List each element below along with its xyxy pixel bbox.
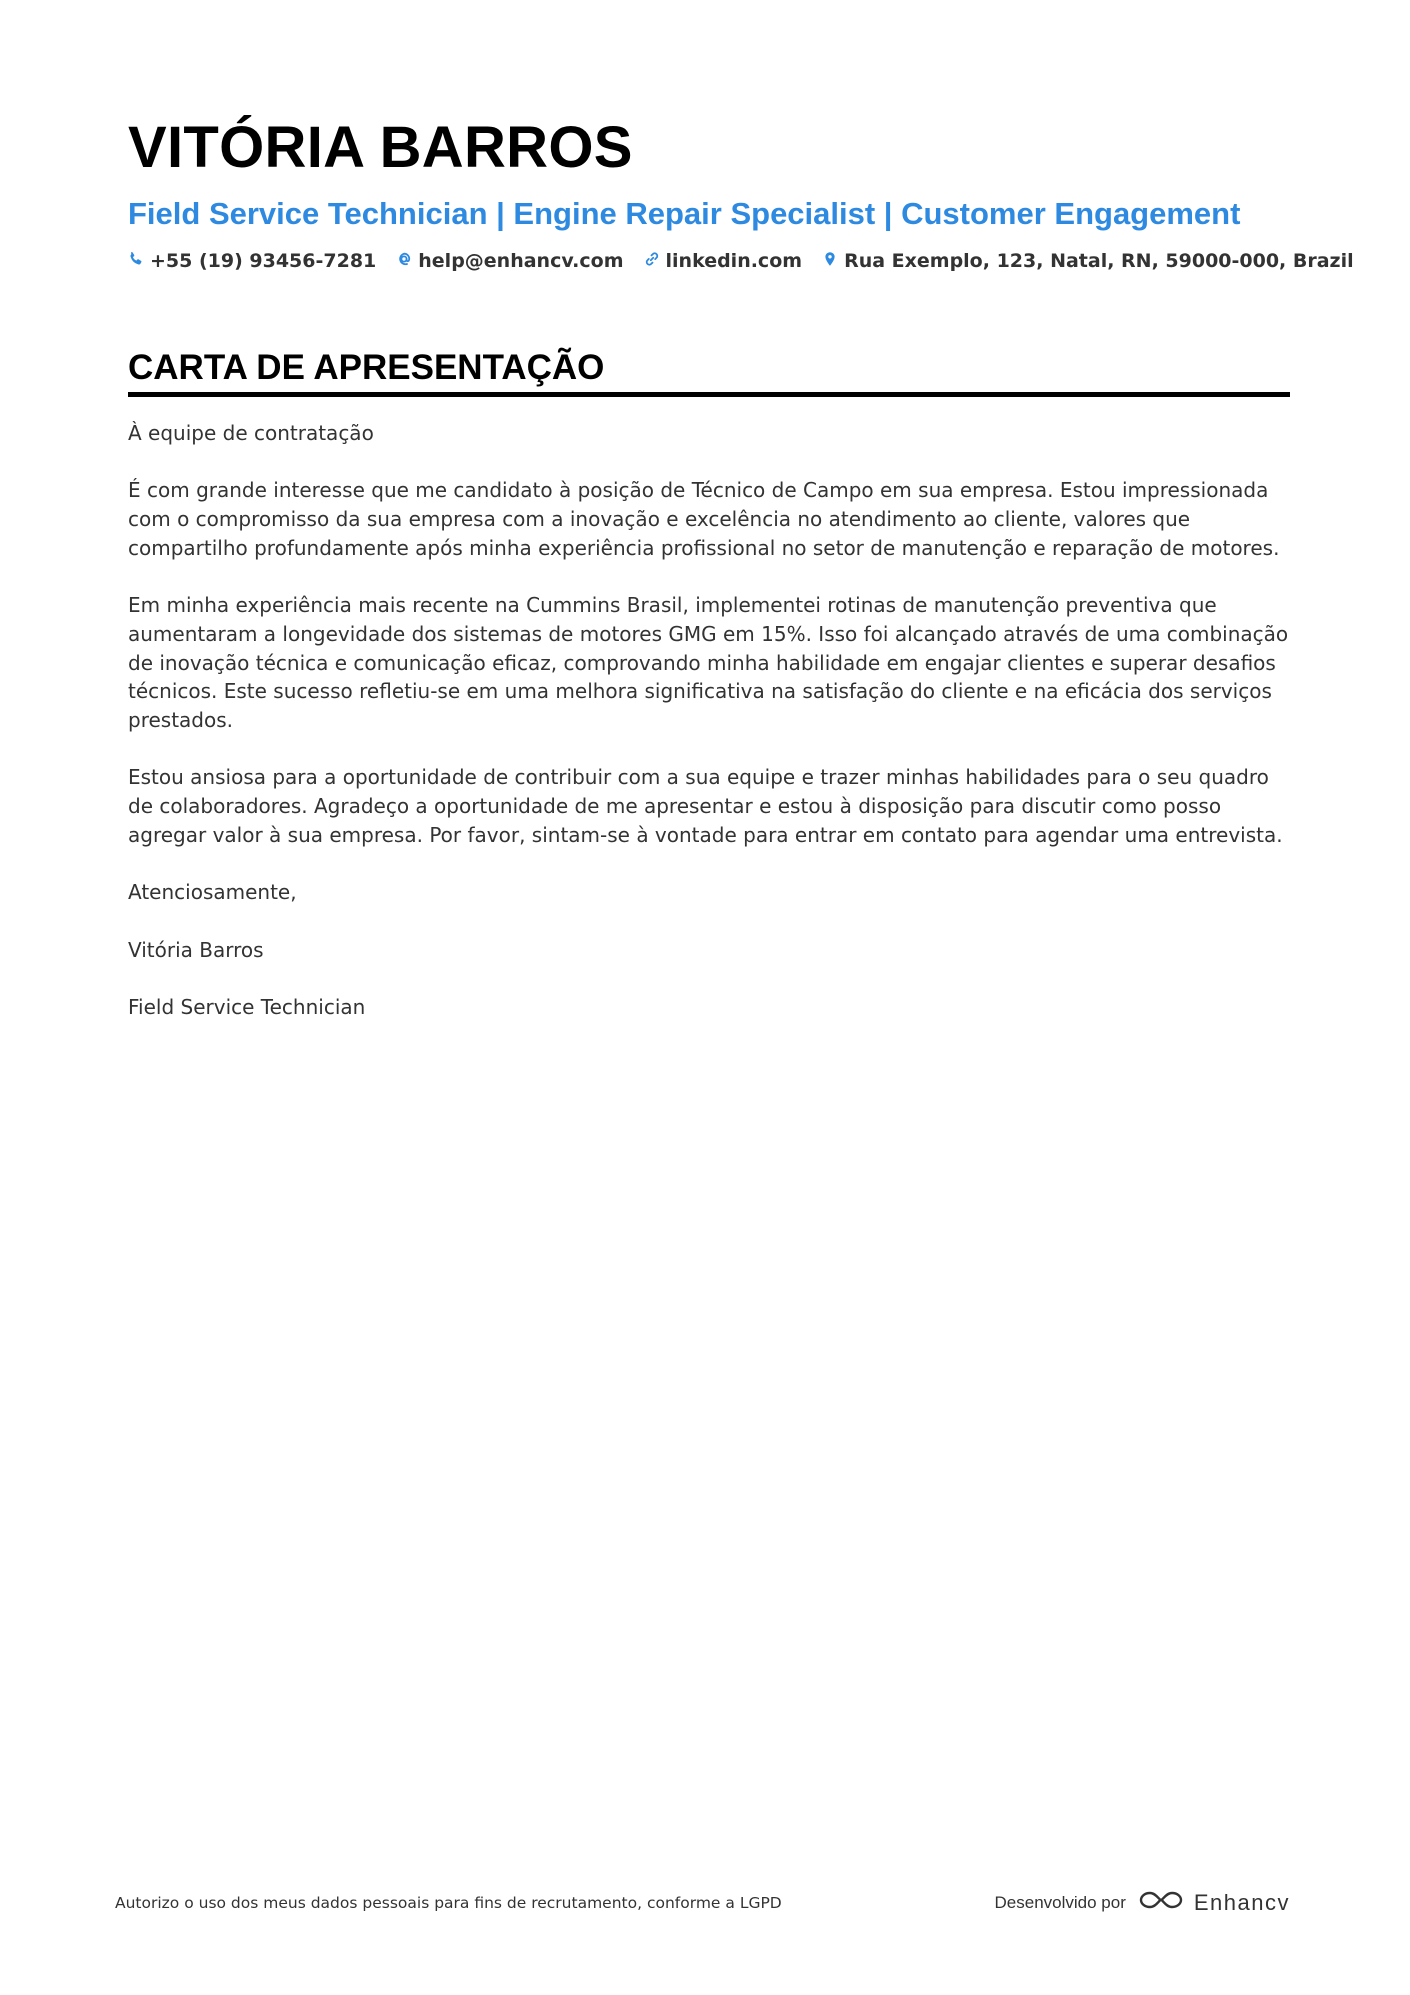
contact-address xyxy=(822,250,1354,272)
paragraph-intro: É com grande interesse que me candidato à posição de Técnico de Campo em sua empresa. Estou impressionada com o compromisso da sua empresa com a inovação e excelência no atendimento ao cliente, valores que compartilho profundamente após minha experiência profissional no setor de manutenção e reparação de motores. xyxy=(128,478,1280,560)
consent-note: Autorizo o uso dos meus dados pessoais para fins de recrutamento, conforme a LGPD xyxy=(115,1893,782,1912)
closing: Atenciosamente, xyxy=(128,880,297,905)
headline: Field Service Technician | Engine Repair Specialist | Customer Engagement xyxy=(128,196,1241,231)
link-icon xyxy=(644,250,660,272)
signature-title: Field Service Technician xyxy=(128,994,366,1019)
paragraph-closing: Estou ansiosa para a oportunidade de contribuir com a sua equipe e trazer minhas habilidades para o seu quadro de colaboradores. Agradeço a oportunidade de me apresentar e estou à disposição para discutir como posso agregar valor à sua empresa. Por favor, sintam-se à vontade para entrar em contato para agendar uma entrevista. xyxy=(128,765,1283,847)
phone-icon xyxy=(128,250,144,272)
infinity-icon xyxy=(1138,1888,1184,1917)
contact-linkedin[interactable] xyxy=(644,250,803,272)
linkedin-text: linkedin.com xyxy=(665,250,803,272)
map-pin-icon xyxy=(822,250,838,272)
resume-page xyxy=(128,108,1354,1050)
greeting: À equipe de contratação xyxy=(128,421,374,445)
email-text: help@enhancv.com xyxy=(418,250,624,272)
brand-credit[interactable] xyxy=(995,1888,1290,1917)
section-title: CARTA DE APRESENTAÇÃO xyxy=(128,348,605,387)
contact-bar xyxy=(128,250,1354,272)
powered-by-label: Desenvolvido por xyxy=(994,1892,1126,1912)
footer xyxy=(115,1888,1290,1917)
at-icon xyxy=(396,250,412,272)
contact-email[interactable] xyxy=(396,250,623,272)
enhancv-logo xyxy=(1138,1888,1290,1917)
contact-phone[interactable] xyxy=(128,250,376,272)
phone-text: +55 (19) 93456-7281 xyxy=(150,250,377,272)
paragraph-experience: Em minha experiência mais recente na Cummins Brasil, implementei rotinas de manutenção preventiva que aumentaram a longevidade dos sistemas de motores GMG em 15%. Isso foi alcançado através de uma combinação de inovação técnica e comunicação eficaz, comprovando minha habilidade em engajar clientes e superar desafios técnicos. Este sucesso refletiu-se em uma melhora significativa na satisfação do cliente e na eficácia dos serviços prestados. xyxy=(128,593,1289,732)
letter-body xyxy=(128,419,1290,1022)
address-text: Rua Exemplo, 123, Natal, RN, 59000-000, Brazil xyxy=(844,250,1354,272)
brand-name: Enhancv xyxy=(1193,1889,1290,1915)
signature-name: Vitória Barros xyxy=(128,937,264,962)
candidate-name: VITÓRIA BARROS xyxy=(128,115,633,180)
section-divider xyxy=(128,392,1290,397)
